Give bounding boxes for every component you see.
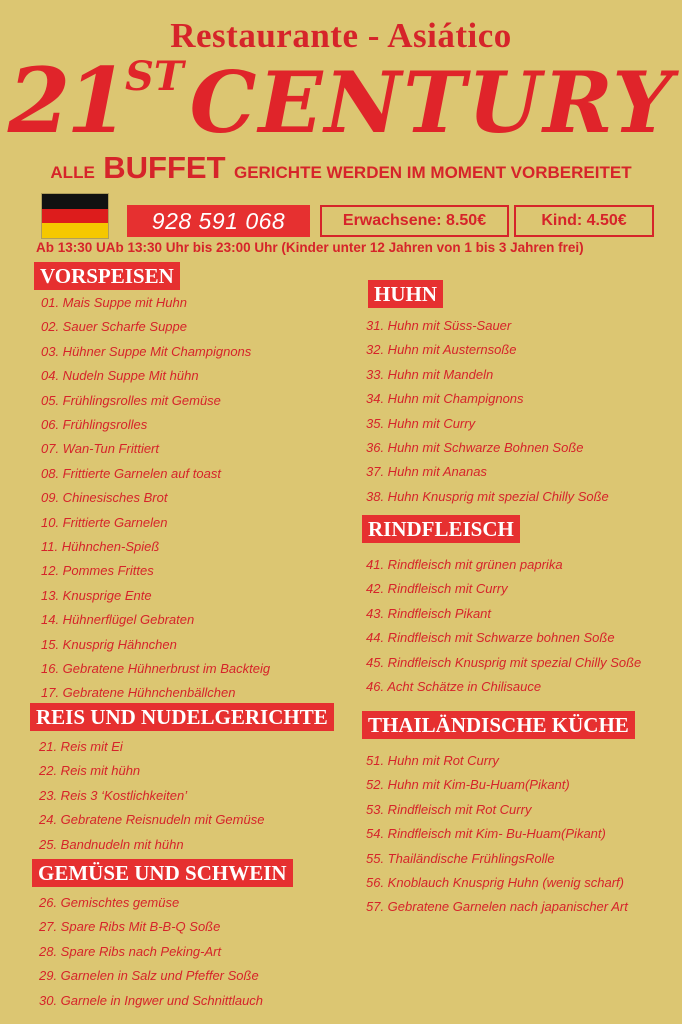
menu-item: 21. Reis mit Ei	[39, 739, 123, 754]
buffet-suffix: GERICHTE WERDEN IM MOMENT VORBEREITET	[233, 163, 632, 182]
menu-item: 57. Gebratene Garnelen nach japanischer Art	[366, 899, 628, 915]
menu-item: 53. Rindfleisch mit Rot Curry	[366, 801, 532, 817]
menu-item: 06. Frühlingsrolles	[41, 417, 148, 432]
menu-item: 55. Thailändische FrühlingsRolle	[366, 850, 555, 866]
menu-item: 46. Acht Schätze in Chilisauce	[366, 679, 542, 694]
menu-item: 42. Rindfleisch mit Curry	[366, 581, 508, 597]
adult-price: Erwachsene: 8.50€	[320, 205, 509, 237]
name-number: 21	[7, 48, 125, 154]
menu-item: 13. Knusprige Ente	[41, 587, 152, 603]
menu-item: 16. Gebratene Hühnerbrust im Backteig	[41, 661, 271, 676]
section-thai-title: THAILÄNDISCHE KÜCHE	[362, 711, 635, 739]
menu-item: 31. Huhn mit Süss-Sauer	[366, 318, 512, 333]
menu-item: 32. Huhn mit Austernsoße	[366, 342, 517, 358]
menu-item: 14. Hühnerflügel Gebraten	[41, 612, 195, 628]
buffet-word: BUFFET	[103, 150, 226, 185]
section-reis-title: REIS UND NUDELGERICHTE	[30, 703, 334, 731]
menu-item: 05. Frühlingsrolles mit Gemüse	[41, 392, 221, 408]
menu-item: 43. Rindfleisch Pikant	[366, 605, 492, 621]
menu-item: 37. Huhn mit Ananas	[366, 464, 487, 480]
menu-item: 56. Knoblauch Knusprig Huhn (wenig scharf)	[366, 875, 624, 890]
menu-item: 22. Reis mit hühn	[39, 763, 141, 779]
menu-item: 30. Garnele in Ingwer und Schnittlauch	[39, 992, 264, 1008]
menu-item: 03. Hühner Suppe Mit Champignons	[41, 343, 252, 359]
menu-item: 28. Spare Ribs nach Peking-Art	[39, 943, 222, 959]
name-suffix: ST	[124, 53, 184, 100]
section-gemuese-title: GEMÜSE UND SCHWEIN	[32, 859, 293, 887]
flag-stripe-red	[42, 209, 108, 224]
menu-item: 33. Huhn mit Mandeln	[366, 366, 494, 382]
menu-item: 45. Rindfleisch Knusprig mit spezial Chilly Soße	[366, 654, 642, 670]
menu-item: 23. Reis 3 ‘Kostlichkeiten’	[39, 787, 188, 803]
menu-item: 51. Huhn mit Rot Curry	[366, 753, 499, 768]
menu-item: 07. Wan-Tun Frittiert	[41, 441, 159, 457]
flag-stripe-black	[42, 194, 108, 209]
menu-item: 44. Rindfleisch mit Schwarze bohnen Soße	[366, 630, 615, 646]
opening-hours: Ab 13:30 UAb 13:30 Uhr bis 23:00 Uhr (Kinder unter 12 Jahren von 1 bis 3 Jahren frei)	[36, 240, 584, 255]
section-rindfleisch-title: RINDFLEISCH	[362, 515, 520, 543]
menu-item: 27. Spare Ribs Mit B-B-Q Soße	[39, 919, 221, 935]
menu-item: 10. Frittierte Garnelen	[41, 514, 168, 530]
menu-item: 26. Gemischtes gemüse	[39, 895, 180, 910]
menu-item: 36. Huhn mit Schwarze Bohnen Soße	[366, 440, 584, 455]
menu-item: 35. Huhn mit Curry	[366, 415, 476, 431]
buffet-prefix: ALLE	[50, 163, 95, 182]
child-price: Kind: 4.50€	[514, 205, 654, 237]
menu-item: 54. Rindfleisch mit Kim- Bu-Huam(Pikant)	[366, 826, 606, 842]
menu-item: 04. Nudeln Suppe Mit hühn	[41, 368, 199, 384]
flag-stripe-gold	[42, 223, 108, 238]
menu-item: 41. Rindfleisch mit grünen paprika	[366, 557, 563, 572]
menu-item: 38. Huhn Knusprig mit spezial Chilly Soße	[366, 488, 609, 504]
phone-number: 928 591 068	[127, 205, 310, 237]
buffet-notice	[0, 150, 682, 186]
menu-item: 52. Huhn mit Kim-Bu-Huam(Pikant)	[366, 777, 570, 793]
menu-item: 08. Frittierte Garnelen auf toast	[41, 465, 221, 481]
menu-item: 25. Bandnudeln mit hühn	[39, 836, 184, 852]
menu-item: 15. Knusprig Hähnchen	[41, 636, 177, 652]
menu-item: 11. Hühnchen-Spieß	[41, 539, 160, 554]
name-word: CENTURY	[189, 53, 675, 152]
restaurant-subtitle: Restaurante - Asiático	[170, 16, 512, 55]
menu-item: 34. Huhn mit Champignons	[366, 391, 524, 407]
menu-item: 01. Mais Suppe mit Huhn	[41, 295, 187, 310]
menu-item: 17. Gebratene Hühnchenbällchen	[41, 685, 236, 701]
section-vorspeisen-title: VORSPEISEN	[34, 262, 180, 290]
menu-item: 09. Chinesisches Brot	[41, 490, 168, 506]
menu-item: 24. Gebratene Reisnudeln mit Gemüse	[39, 812, 265, 828]
restaurant-name	[0, 48, 682, 154]
menu-item: 12. Pommes Frittes	[41, 563, 154, 579]
menu-item: 29. Garnelen in Salz und Pfeffer Soße	[39, 968, 259, 984]
section-huhn-title: HUHN	[368, 280, 443, 308]
german-flag-icon	[42, 194, 108, 238]
menu-item: 02. Sauer Scharfe Suppe	[41, 319, 187, 335]
